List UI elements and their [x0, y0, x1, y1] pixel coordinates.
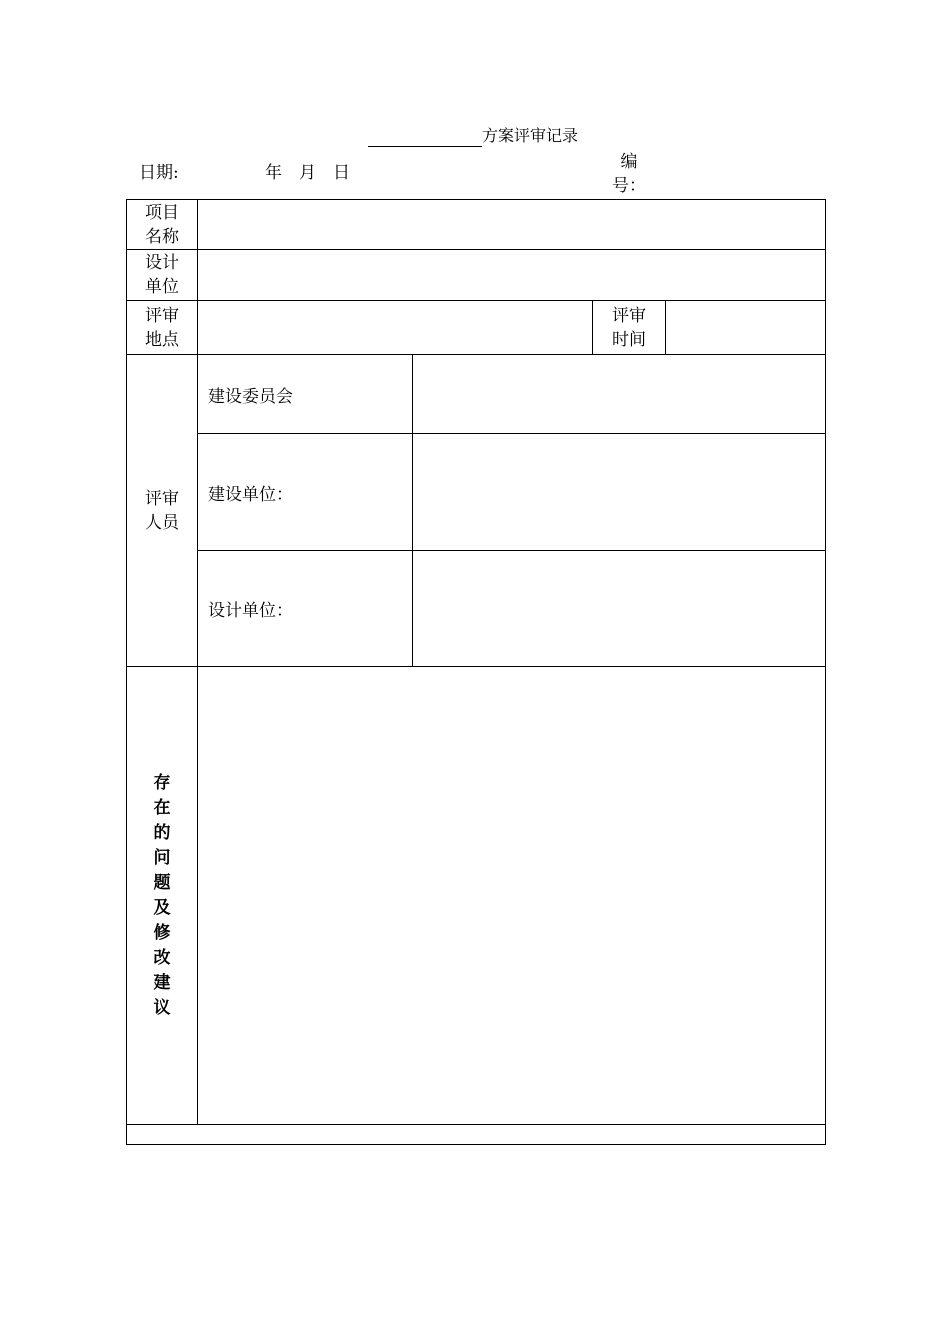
- reviewer-role-committee: 建设委员会: [197, 354, 413, 434]
- review-form: [126, 199, 826, 1145]
- code-label: 编号：: [612, 152, 646, 196]
- date-fields[interactable]: 年 月 日: [265, 163, 350, 183]
- project-name-field[interactable]: [197, 199, 826, 250]
- design-unit-label: [126, 249, 198, 301]
- design-unit-field[interactable]: [197, 249, 826, 301]
- project-name-label: [126, 199, 198, 250]
- reviewer-role-design-unit: 设计单位：: [197, 550, 413, 667]
- review-time-label: [592, 300, 666, 355]
- review-location-label: [126, 300, 198, 355]
- design-unit-label-text: 设计单位: [145, 253, 179, 297]
- footer-row[interactable]: [126, 1124, 826, 1145]
- project-name-label-text: 项目名称: [145, 202, 179, 247]
- title-text: 方案评审记录: [482, 126, 579, 145]
- date-label: 日期:: [139, 163, 179, 183]
- reviewers-label: [126, 354, 198, 667]
- review-location-label-text: 评审地点: [145, 305, 179, 350]
- issues-field[interactable]: [197, 666, 826, 1125]
- issues-label: [126, 666, 198, 1125]
- issues-label-text: 存在的问题及修改建议: [153, 772, 171, 1018]
- reviewer-construction-unit-field[interactable]: [412, 433, 826, 551]
- review-time-field[interactable]: [665, 300, 826, 355]
- reviewer-design-unit-field[interactable]: [412, 550, 826, 667]
- title-blank-line[interactable]: [368, 126, 482, 147]
- review-time-label-text: 评审时间: [612, 305, 646, 350]
- document-title: [368, 125, 578, 147]
- review-location-field[interactable]: [197, 300, 593, 355]
- reviewer-role-construction-unit: 建设单位：: [197, 433, 413, 551]
- reviewers-label-text: 评审人员: [145, 488, 179, 533]
- reviewer-committee-field[interactable]: [412, 354, 826, 434]
